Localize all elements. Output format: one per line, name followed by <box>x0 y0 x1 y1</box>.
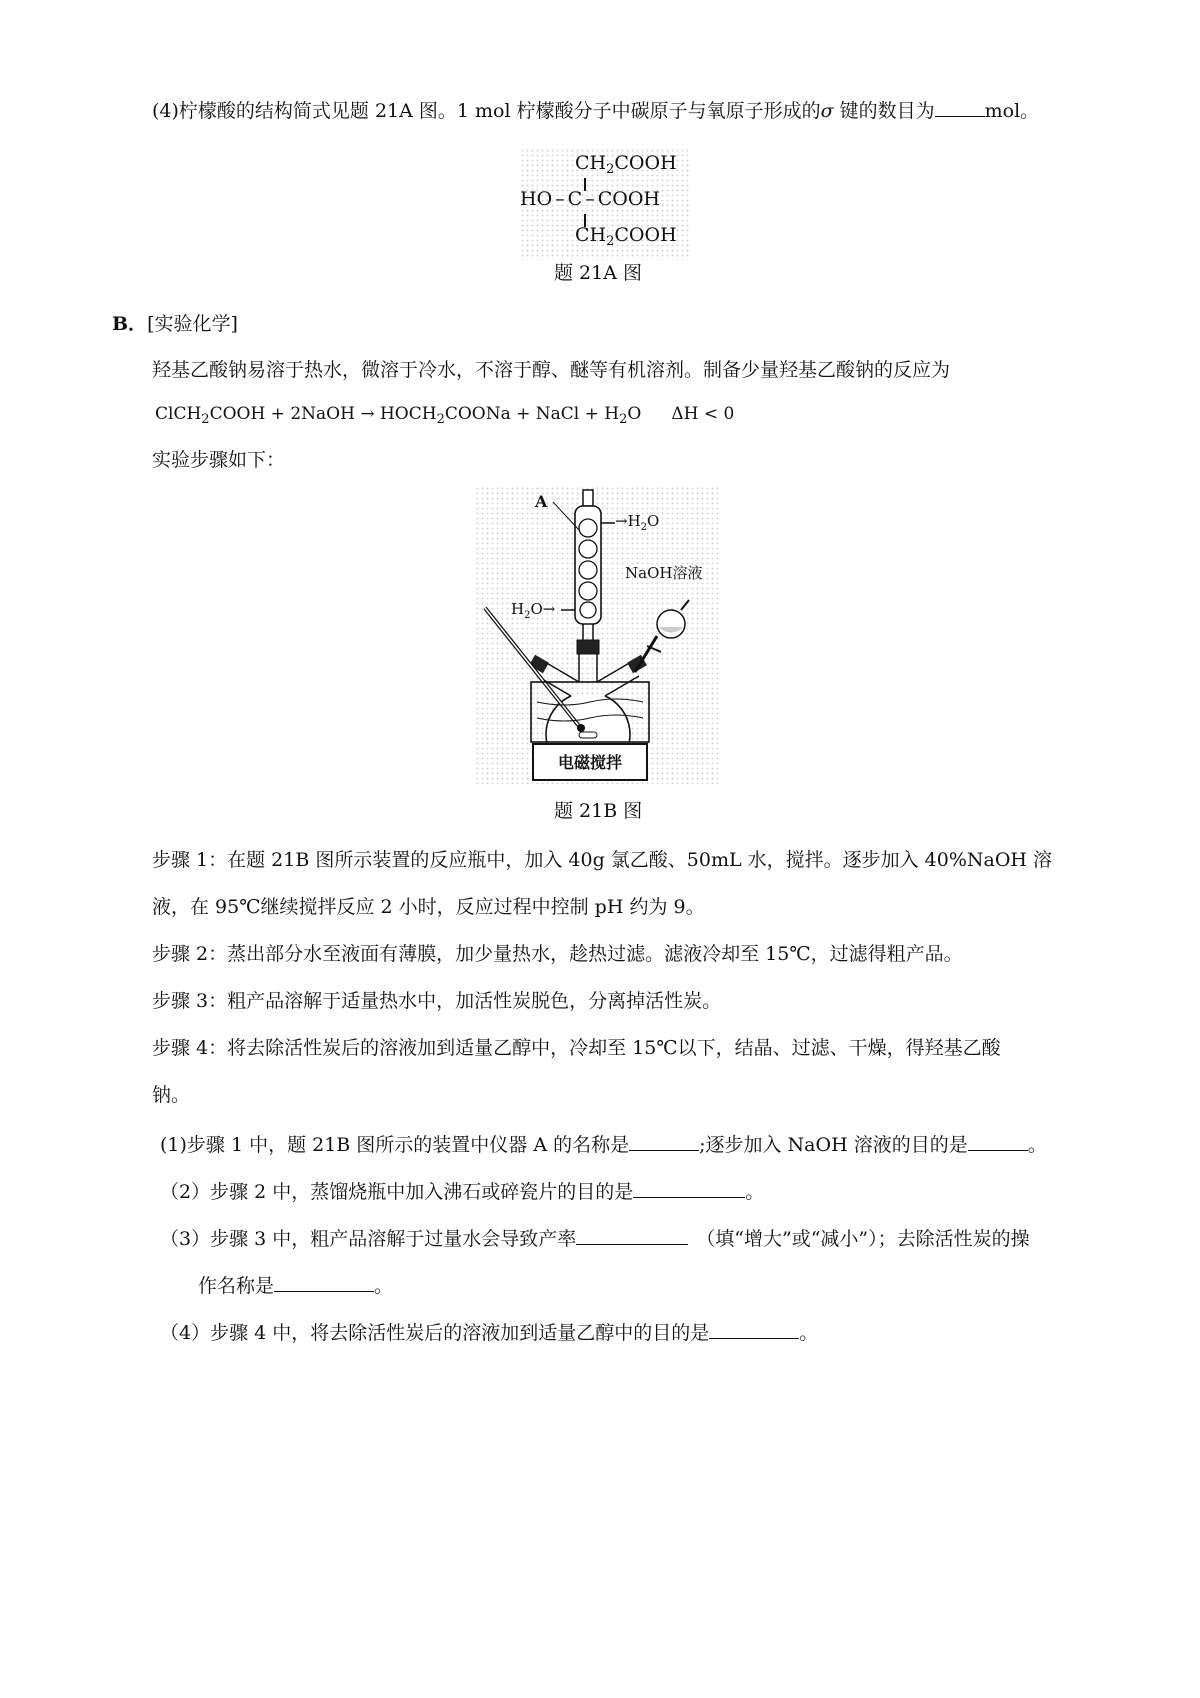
step-4-line-1: 步骤 4：将去除活性炭后的溶液加到适量乙醇中，冷却至 15℃以下，结晶、过滤、干燥，得羟基乙酸 <box>152 1037 1001 1059</box>
question-1-blank-b[interactable] <box>968 1130 1028 1151</box>
naoh-solution-label: NaOH溶液 <box>625 564 703 582</box>
question-2-blank[interactable] <box>633 1177 745 1198</box>
question-3-blank-a[interactable] <box>576 1224 688 1245</box>
question-4: （4）步骤 4 中，将去除活性炭后的溶液加到适量乙醇中的目的是 。 <box>160 1318 818 1347</box>
figure-21a-caption: 题 21A 图 <box>554 262 642 284</box>
part-b-intro: 羟基乙酸钠易溶于热水，微溶于冷水，不溶于醇、醚等有机溶剂。制备少量羟基乙酸钠的反应为 <box>152 359 951 381</box>
question-2: （2）步骤 2 中，蒸馏烧瓶中加入沸石或碎瓷片的目的是 。 <box>160 1177 764 1206</box>
center-stopper <box>577 640 599 654</box>
part-b-heading <box>112 310 238 338</box>
enthalpy-condition: ΔH < 0 <box>671 404 735 424</box>
condenser-top-tube <box>583 490 593 506</box>
step-3: 步骤 3：粗产品溶解于适量热水中，加活性炭脱色，分离掉活性炭。 <box>152 990 722 1012</box>
question-3-blank-b[interactable] <box>274 1271 374 1292</box>
step-4-line-2: 钠。 <box>152 1084 191 1106</box>
part-b-title: [实验化学] <box>147 313 238 335</box>
q4a-line <box>152 96 1039 125</box>
stir-bar <box>579 732 597 738</box>
question-3-line-2: 作名称是 。 <box>198 1271 393 1300</box>
water-in-label: $H_2O\to$ <box>511 600 556 621</box>
steps-heading: 实验步骤如下： <box>152 449 286 471</box>
apparatus-drawing <box>475 486 721 784</box>
condenser-label-a: A <box>535 492 548 511</box>
apparatus-figure <box>475 486 721 784</box>
citric-acid-structure <box>520 148 690 260</box>
stirrer-label: 电磁搅拌 <box>557 753 622 772</box>
structure-top-group: $CH_2COOH$ <box>575 152 677 177</box>
figure-21b-caption: 题 21B 图 <box>554 800 643 822</box>
step-2: 步骤 2：蒸出部分水至液面有薄膜，加少量热水，趁热过滤。滤液冷却至 15℃，过滤得粗产品。 <box>152 943 963 965</box>
part-b-label: B． <box>112 313 148 335</box>
question-4-blank[interactable] <box>709 1318 799 1339</box>
step-1-line-1: 步骤 1：在题 21B 图所示装置的反应瓶中，加入 40g 氯乙酸、50mL 水，搅拌。逐步加入 40%NaOH 溶 <box>152 849 1053 871</box>
question-3-line-1: （3）步骤 3 中，粗产品溶解于过量水会导致产率 （填“增大”或“减小”）；去除活性炭的操 <box>160 1224 1030 1253</box>
reaction-equation: ClCH$_2$COOH + 2NaOH → $HOCH_2COONa$ + NaCl + $H_2O$ ΔH < 0 <box>155 404 735 427</box>
structure-bottom-group: $CH_2COOH$ <box>575 224 677 249</box>
question-1: (1)步骤 1 中，题 21B 图所示的装置中仪器 A 的名称是 ;逐步加入 NaOH 溶液的目的是 。 <box>160 1130 1047 1159</box>
step-1-line-2: 液，在 95℃继续搅拌反应 2 小时，反应过程中控制 pH 约为 9。 <box>152 896 705 918</box>
question-1-blank-a[interactable] <box>629 1130 699 1151</box>
structure-middle-row: HO – C – COOH <box>520 188 660 210</box>
sigma-symbol: σ <box>820 100 834 122</box>
dropping-funnel <box>657 610 685 638</box>
water-out-label: $\to H_2O$ <box>615 512 660 533</box>
q4a-text-mid: 键的数目为 <box>833 100 935 122</box>
q4a-text-after: mol。 <box>984 100 1040 122</box>
q4a-text-before: (4)柠檬酸的结构简式见题 21A 图。1 mol 柠檬酸分子中碳原子与氧原子形成的 <box>152 100 821 122</box>
q4a-answer-blank[interactable] <box>935 96 985 117</box>
